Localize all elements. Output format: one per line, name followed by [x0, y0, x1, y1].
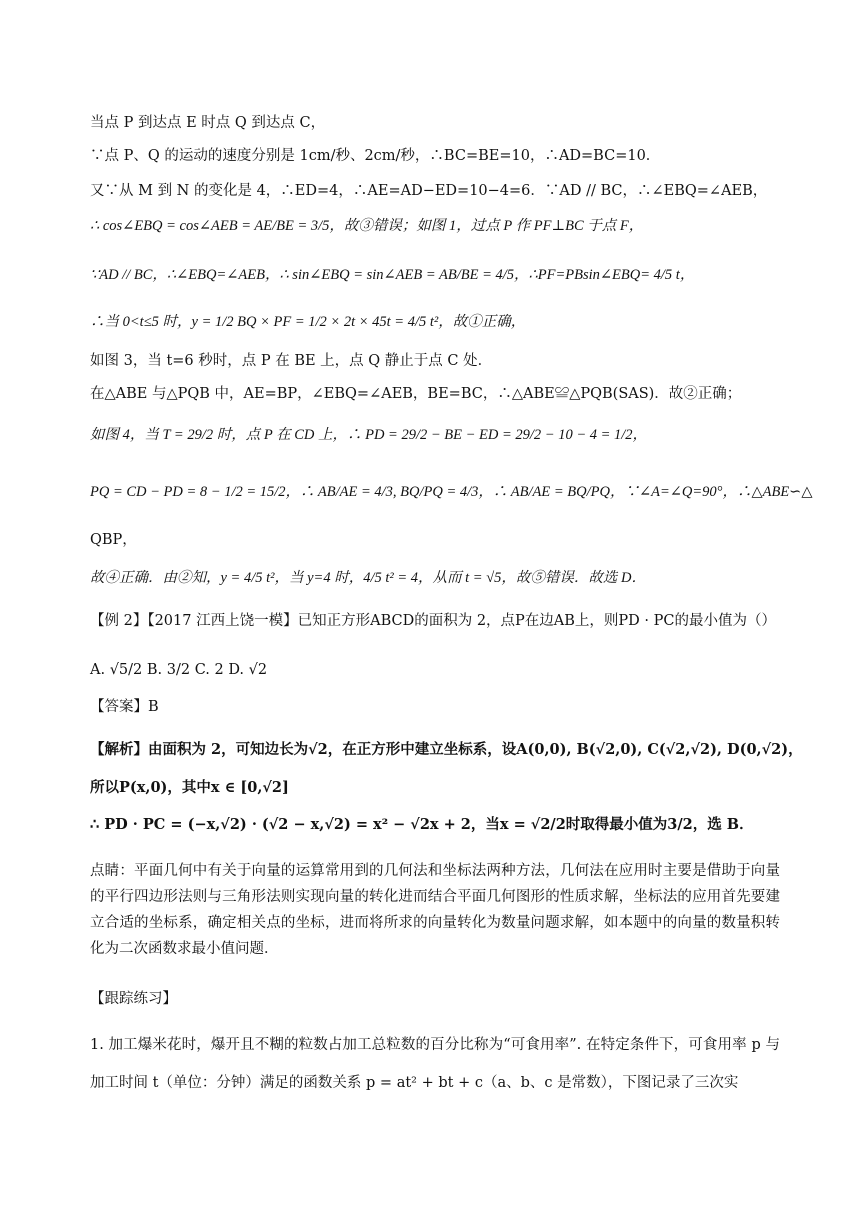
formula-line: 如图 4，当 T = 29/2 时，点 P 在 CD 上，∴ PD = 29/2 − BE − ED = 29/2 − 10 − 4 = 1/2，	[90, 427, 648, 443]
formula-line: ∴ cos∠EBQ = cos∠AEB = AE/BE = 3/5，故③错误；如图 1，过点 P 作 PF⊥BC 于点 F，	[90, 218, 644, 234]
formula-line: PQ = CD − PD = 8 − 1/2 = 15/2，∴ AB/AE = 4/3, BQ/PQ = 4/3，∴ AB/AE = BQ/PQ，∵∠A=∠Q=90°，∴△ABE∽△	[90, 484, 813, 500]
text-line: 在△ABE 与△PQB 中，AE=BP，∠EBQ=∠AEB，BE=BC，∴△ABE≌△PQB(SAS)．故②正确；	[90, 386, 742, 402]
comment-paragraph: 点睛：平面几何中有关于向量的运算常用到的几何法和坐标法两种方法，几何法在应用时主要是借助于向量的平行四边形法则与三角形法则实现向量的转化进而结合平面几何图形的性质求解，坐标法的应用首先要建立合适的坐标系，确定相关点的坐标，进而将所求的向量转化为数量问题求解，如本题中的向量的数量积转化为二次函数求最小值问题．	[90, 863, 780, 957]
formula-line: 故④正确．由②知，y = 4/5 t²，当 y=4 时，4/5 t² = 4，从而 t = √5，故⑤错误．故选 D．	[90, 570, 647, 586]
exercise-paragraph: 1. 加工爆米花时，爆开且不糊的粒数占加工总粒数的百分比称为“可食用率”. 在特定条件下，可食用率 p 与加工时间 t（单位：分钟）满足的函数关系 p = at² + bt + c（a、b、c 是常数），下图记录了三次实	[90, 1037, 780, 1091]
text-line: QBP，	[90, 532, 137, 548]
analysis-line: 【解析】由面积为 2，可知边长为√2，在正方形中建立坐标系，设A(0,0), B(√2,0), C(√2,√2), D(0,√2)，	[90, 741, 803, 758]
analysis-line: 所以P(x,0)，其中x ∈ [0,√2]	[90, 779, 289, 796]
analysis-line: ∴ PD · PC = (−x,√2) · (√2 − x,√2) = x² − √2x + 2，当x = √2/2时取得最小值为3/2，选 B．	[90, 816, 754, 833]
example-heading: 【例 2】【2017 江西上饶一模】已知正方形ABCD的面积为 2，点P在边AB上，则PD · PC的最小值为（）	[90, 613, 776, 629]
text-line: ∵点 P、Q 的运动的速度分别是 1cm/秒、2cm/秒，∴BC=BE=10，∴AD=BC=10．	[90, 148, 661, 164]
text-line: 当点 P 到达点 E 时点 Q 到达点 C，	[90, 115, 326, 131]
section-heading: 【跟踪练习】	[90, 991, 177, 1007]
formula-line: ∵AD // BC，∴∠EBQ=∠AEB，∴ sin∠EBQ = sin∠AEB = AB/BE = 4/5，∴PF=PBsin∠EBQ= 4/5 t，	[90, 267, 695, 283]
text-line: 如图 3，当 t=6 秒时，点 P 在 BE 上，点 Q 静止于点 C 处．	[90, 353, 493, 369]
answer-options: A. √5/2 B. 3/2 C. 2 D. √2	[90, 662, 268, 678]
answer-label: 【答案】B	[90, 699, 159, 715]
formula-line: ∴当 0<t≤5 时，y = 1/2 BQ × PF = 1/2 × 2t × 45t = 4/5 t²，故①正确，	[90, 314, 526, 330]
text-line: 又∵从 M 到 N 的变化是 4，∴ED=4，∴AE=AD−ED=10−4=6．∵AD // BC，∴∠EBQ=∠AEB，	[90, 183, 768, 199]
